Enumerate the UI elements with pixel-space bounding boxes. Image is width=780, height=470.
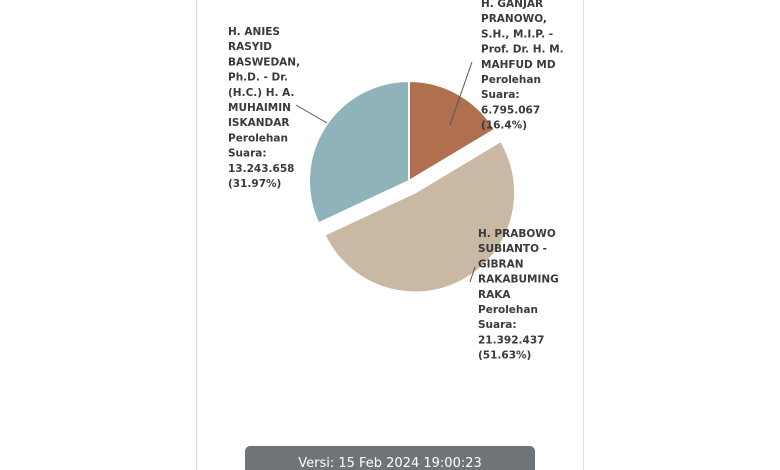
slice-label-line: Suara: (481, 89, 520, 102)
slice-label-line: RASYID (228, 41, 272, 54)
slice-label-line: Ph.D. - Dr. (228, 71, 288, 84)
slice-label-line: SUBIANTO - (478, 243, 548, 256)
leader-line (296, 105, 327, 123)
slice-label-line: H. PRABOWO (478, 228, 556, 240)
slice-label-line: PRANOWO, (481, 13, 547, 26)
slice-label-line: MUHAIMIN (228, 102, 291, 114)
slice-label-line: ISKANDAR (228, 117, 290, 130)
slice-label-line: MAHFUD MD (481, 58, 556, 71)
slice-label-line: 13.243.658 (228, 162, 295, 175)
slice-label-line: Perolehan (478, 304, 538, 316)
slice-label (481, 0, 564, 132)
slice-label-line: RAKABUMING (478, 273, 559, 286)
slice-label-line: GIBRAN (478, 258, 524, 271)
slice-label-line: Suara: (478, 319, 517, 332)
slice-label-line: (16.4%) (481, 119, 528, 132)
slice-label-line: RAKA (478, 288, 511, 301)
slice-label-line: H. ANIES (228, 26, 280, 38)
version-text: Versi: 15 Feb 2024 19:00:23 (298, 456, 482, 470)
version-bar (245, 446, 535, 470)
slice-label-line: (31.97%) (228, 178, 282, 190)
slice-label-line: Suara: (228, 147, 267, 160)
slice-label (478, 228, 559, 362)
slice-label-line: Perolehan (228, 132, 288, 145)
slice-label (228, 26, 300, 190)
slice-label-line: H. GANJAR (481, 0, 544, 10)
slice-label-line: BASWEDAN, (228, 56, 301, 69)
slice-label-line: (51.63%) (478, 349, 532, 362)
slice-label-line: (H.C.) H. A. (228, 86, 295, 99)
slice-label-line: S.H., M.I.P. - (481, 28, 554, 41)
slice-label-line: 6.795.067 (481, 104, 541, 117)
slice-label-line: Perolehan (481, 74, 541, 86)
slice-label-line: Prof. Dr. H. M. (481, 43, 564, 56)
slice-label-line: 21.392.437 (478, 334, 545, 347)
